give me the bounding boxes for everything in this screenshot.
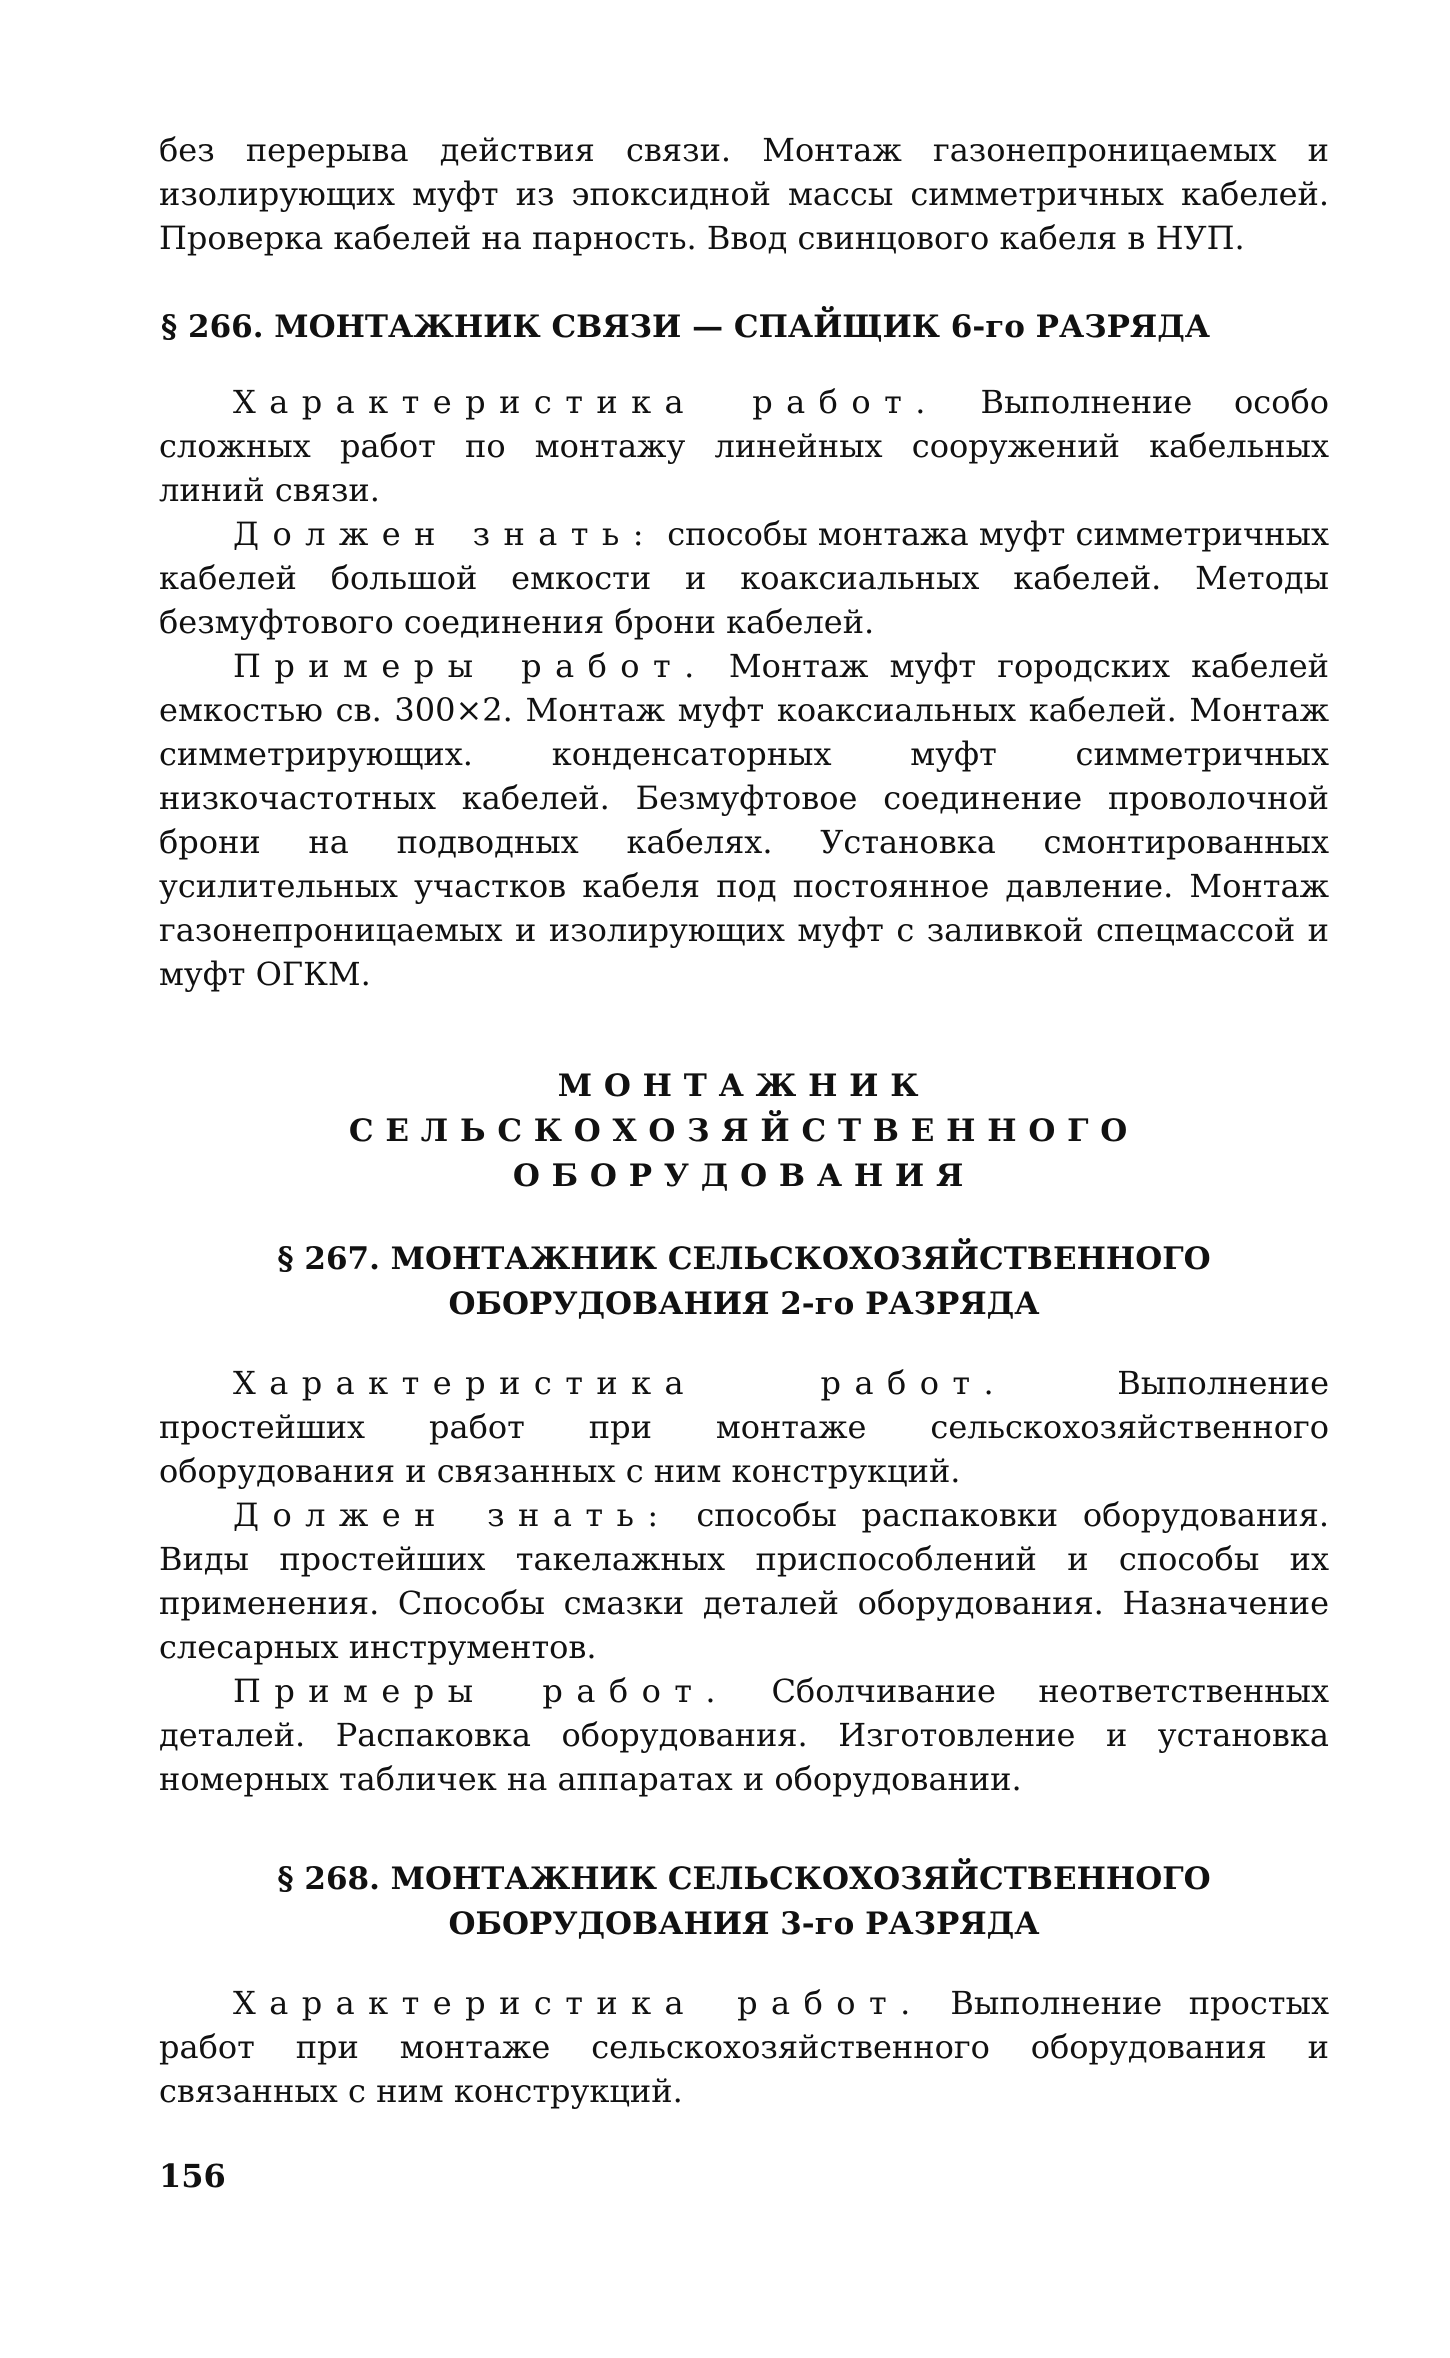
must-know-label: Должен знать: xyxy=(233,1496,672,1534)
section-268-heading-line1: § 268. МОНТАЖНИК СЕЛЬСКОХОЗЯЙСТВЕННОГО xyxy=(277,1861,1211,1897)
characteristic-label: Характеристика работ. xyxy=(233,1364,1008,1402)
characteristic-label: Характеристика работ. xyxy=(233,383,939,421)
examples-text: Монтаж муфт городских кабелей емкостью св. 300×2. Монтаж муфт коаксиальных кабелей. Монтаж симметрирующих. конденсаторных муфт симметричных низкочастотных кабелей. Безмуфтовое соединение проволочной брони на подводных кабелях. Установка смонтированных усилительных участков кабеля под постоянное давление. Монтаж газонепроницаемых и изолирующих муфт с заливкой спецмассой и муфт ОГКМ. xyxy=(159,647,1330,993)
examples-text: Сболчивание неответственных деталей. Распаковка оборудования. Изготовление и установка номерных табличек на аппаратах и оборудовании. xyxy=(159,1672,1329,1798)
section-267-heading xyxy=(159,1237,1329,1327)
document-page xyxy=(159,128,1329,2113)
occupation-title-line2: ОБОРУДОВАНИЯ xyxy=(512,1158,976,1194)
examples-label: Примеры работ. xyxy=(233,647,708,685)
section-267-characteristic xyxy=(159,1361,1329,1493)
section-266-heading: § 266. МОНТАЖНИК СВЯЗИ — СПАЙЩИК 6-го РАЗРЯДА xyxy=(161,309,1211,345)
examples-label: Примеры работ. xyxy=(233,1672,730,1710)
characteristic-text: Выполнение простейших работ при монтаже сельскохозяйственного оборудования и связанных с ним конструкций. xyxy=(159,1364,1329,1490)
intro-paragraph: без перерыва действия связи. Монтаж газонепроницаемых и изолирующих муфт из эпоксидной массы симметричных кабелей. Проверка кабелей на парность. Ввод свинцового кабеля в НУП. xyxy=(159,131,1329,257)
section-267-heading-line2: ОБОРУДОВАНИЯ 2-го РАЗРЯДА xyxy=(448,1286,1040,1322)
occupation-title-line1: МОНТАЖНИК СЕЛЬСКОХОЗЯЙСТВЕННОГО xyxy=(348,1068,1140,1149)
must-know-label: Должен знать: xyxy=(233,515,658,553)
page-number: 156 xyxy=(159,2157,226,2195)
must-know-text: способы монтажа муфт симметричных кабелей большой емкости и коаксиальных кабелей. Методы безмуфтового соединения брони кабелей. xyxy=(159,515,1329,641)
characteristic-label: Характеристика работ. xyxy=(233,1984,924,2022)
section-267-examples xyxy=(159,1669,1329,1801)
section-267-must-know xyxy=(159,1493,1329,1669)
characteristic-text: Выполнение простых работ при монтаже сельскохозяйственного оборудования и связанных с ним конструкций. xyxy=(159,1984,1330,2110)
section-268-characteristic xyxy=(159,1981,1329,2113)
section-266-must-know xyxy=(159,512,1329,644)
section-266-characteristic xyxy=(159,380,1329,512)
section-266-examples xyxy=(159,644,1329,996)
section-268-heading xyxy=(159,1857,1329,1947)
occupation-title xyxy=(159,1064,1329,1199)
must-know-text: способы распаковки оборудования. Виды простейших такелажных приспособлений и способы их применения. Способы смазки деталей оборудования. Назначение слесарных инструментов. xyxy=(159,1496,1329,1666)
section-268-heading-line2: ОБОРУДОВАНИЯ 3-го РАЗРЯДА xyxy=(448,1906,1040,1942)
characteristic-text: Выполнение особо сложных работ по монтажу линейных сооружений кабельных линий связи. xyxy=(159,383,1330,509)
section-267-heading-line1: § 267. МОНТАЖНИК СЕЛЬСКОХОЗЯЙСТВЕННОГО xyxy=(277,1241,1211,1277)
